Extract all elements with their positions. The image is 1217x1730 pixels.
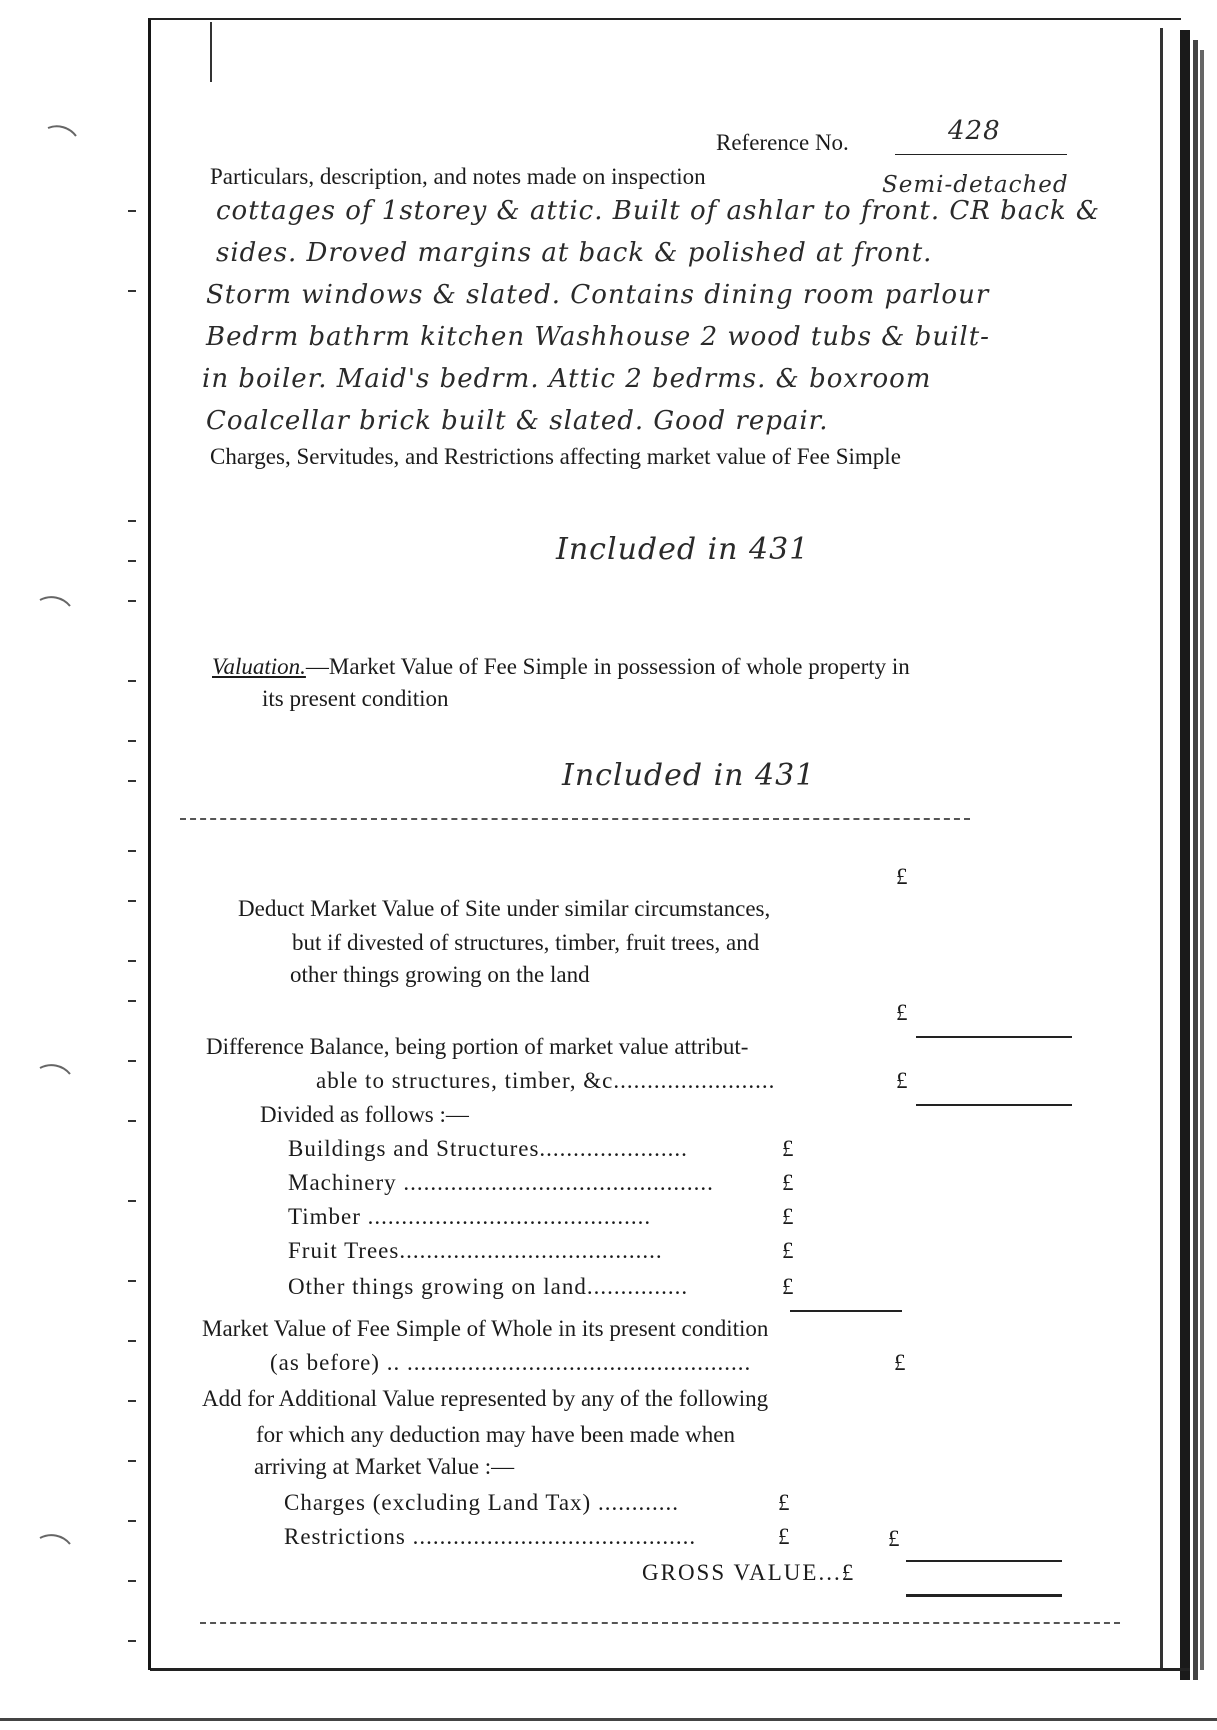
pound-sign: £ (896, 864, 908, 889)
bottom-separator (200, 1622, 1120, 1624)
valuation-label (212, 652, 910, 682)
pound-sign: £ (782, 1238, 794, 1263)
reference-underline (895, 154, 1067, 155)
particulars-note-3: Storm windows & slated. Contains dining room parlour (206, 280, 990, 310)
particulars-note-0: Semi-detached (882, 172, 1069, 198)
add-line3: arriving at Market Value :— (254, 1454, 515, 1479)
pound-sign: £ (782, 1170, 794, 1195)
reference-value: 428 (948, 116, 1001, 146)
reference-label: Reference No. (716, 130, 849, 155)
charges-label: Charges, Servitudes, and Restrictions affecting market value of Fee Simple (210, 444, 901, 469)
divided-item-3: Fruit Trees....................................... (288, 1238, 663, 1263)
deduct-line2: but if divested of structures, timber, fruit trees, and (292, 930, 760, 955)
divided-item-4: Other things growing on land............... (288, 1274, 689, 1299)
particulars-note-1: cottages of 1storey & attic. Built of ashlar to front. CR back & (216, 196, 1100, 226)
difference-line1: Difference Balance, being portion of market value attribut- (206, 1034, 749, 1059)
subtotal-rule (790, 1310, 902, 1312)
add-line1: Add for Additional Value represented by any of the following (202, 1386, 769, 1411)
pound-sign: £ (778, 1524, 790, 1549)
charges-note: Included in 431 (556, 532, 810, 567)
amount-rule (916, 1104, 1072, 1106)
particulars-note-4: Bedrm bathrm kitchen Washhouse 2 wood tubs & built- (206, 322, 990, 352)
particulars-label: Particulars, description, and notes made on inspection (210, 164, 706, 189)
pound-sign: £ (894, 1350, 906, 1375)
pound-sign: £ (888, 1526, 900, 1551)
valuation-note: Included in 431 (562, 758, 816, 793)
valuation-label-line2: its present condition (262, 686, 449, 711)
amount-rule (906, 1560, 1062, 1562)
deduct-line3: other things growing on the land (290, 962, 590, 987)
deduct-line1: Deduct Market Value of Site under similar circumstances, (238, 896, 771, 921)
valuation-separator (180, 818, 970, 820)
pound-sign: £ (782, 1136, 794, 1161)
divided-item-0: Buildings and Structures...................... (288, 1136, 688, 1161)
gross-rule (906, 1594, 1062, 1597)
divided-item-1: Machinery .............................................. (288, 1170, 714, 1195)
pound-sign: £ (896, 1068, 908, 1093)
market-whole-line2: (as before) .. ................................................... (270, 1350, 752, 1375)
pound-sign: £ (778, 1490, 790, 1515)
difference-line2: able to structures, timber, &c........................ (316, 1068, 776, 1093)
pound-sign: £ (896, 1000, 908, 1025)
particulars-note-5: in boiler. Maid's bedrm. Attic 2 bedrms. & boxroom (202, 364, 932, 394)
particulars-note-6: Coalcellar brick built & slated. Good repair. (206, 406, 829, 436)
divided-item-2: Timber .......................................... (288, 1204, 652, 1229)
gross-value-label: GROSS VALUE...£ (642, 1560, 856, 1585)
add-item-1: Restrictions .......................................... (284, 1524, 697, 1549)
pound-sign: £ (782, 1274, 794, 1299)
market-whole-line1: Market Value of Fee Simple of Whole in its present condition (202, 1316, 769, 1341)
pound-sign: £ (782, 1204, 794, 1229)
add-line2: for which any deduction may have been made when (256, 1422, 735, 1447)
particulars-note-2: sides. Droved margins at back & polished at front. (216, 238, 933, 268)
add-item-0: Charges (excluding Land Tax) ............ (284, 1490, 679, 1515)
valuation-label-italic: Valuation. (212, 654, 306, 679)
amount-rule (916, 1036, 1072, 1038)
valuation-label-rest: —Market Value of Fee Simple in possession of whole property in (305, 654, 910, 679)
divided-label: Divided as follows :— (260, 1102, 469, 1127)
